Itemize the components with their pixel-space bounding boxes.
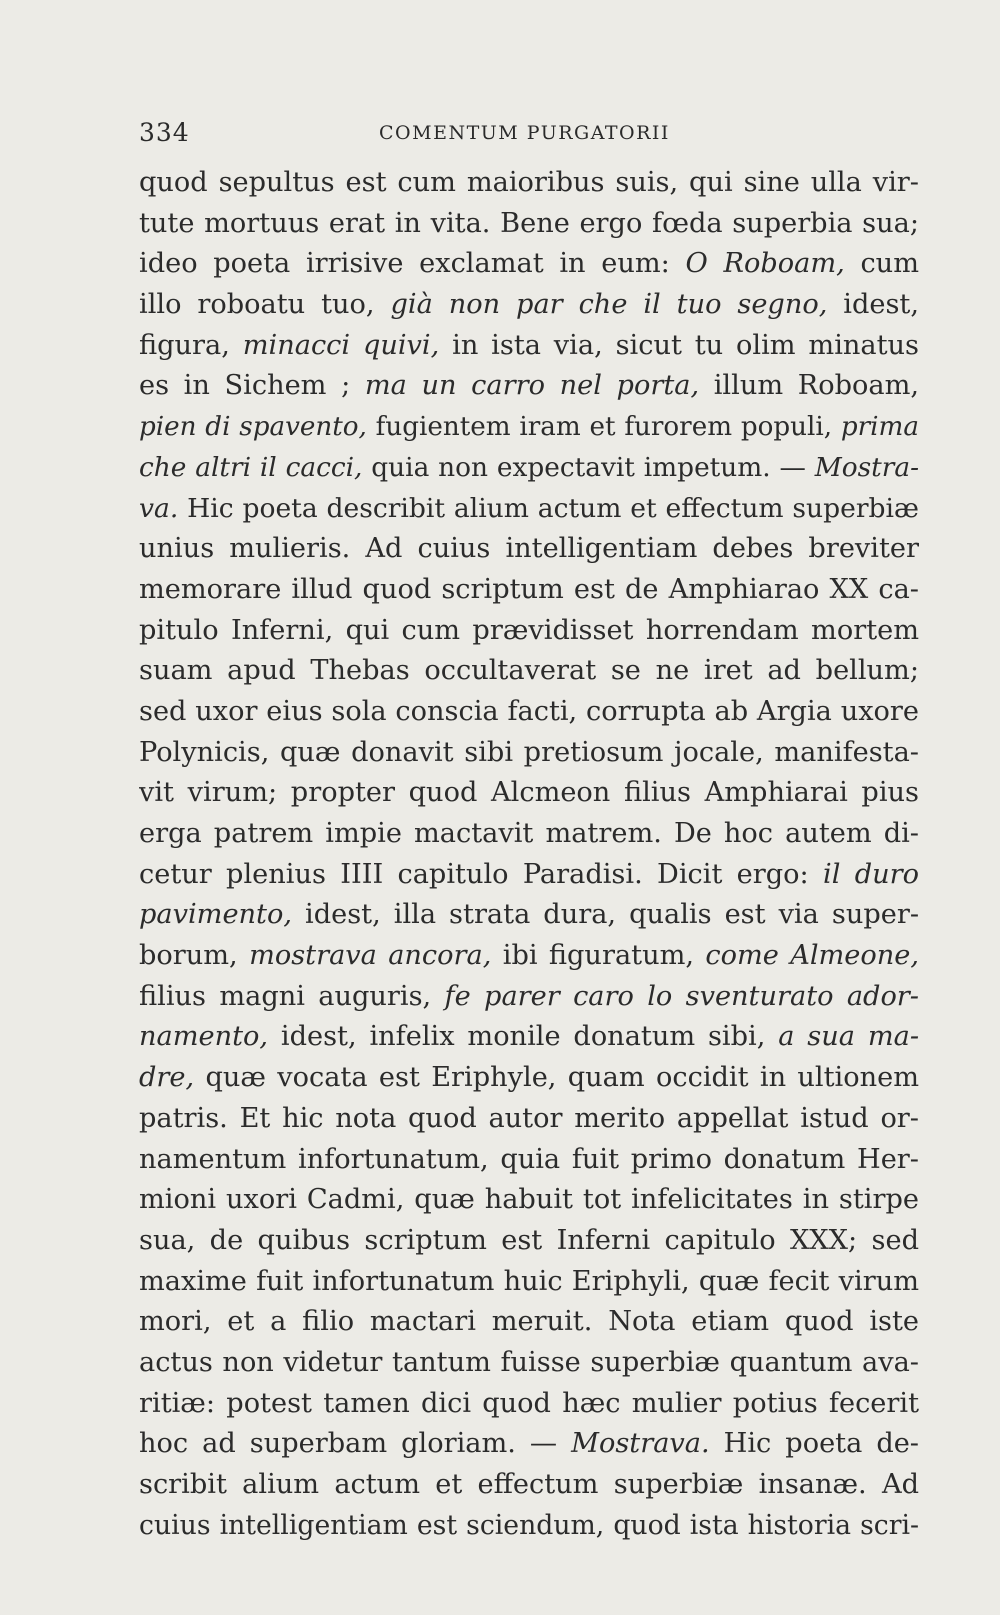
text-line (139, 570, 919, 611)
italic-quote: come Almeone, (705, 940, 919, 972)
text-segment: quod sepultus est cum maioribus suis, qui sine ulla vir- (139, 167, 919, 198)
running-title: COMENTUM PURGATORII (379, 122, 670, 144)
text-segment: Hic poeta describit alium actum et effectum superbiæ (178, 492, 919, 524)
text-line (139, 326, 919, 367)
text-line (139, 692, 919, 733)
text-line (139, 1058, 919, 1099)
text-segment: mori, et a filio mactari meruit. Nota etiam quod iste (139, 1306, 919, 1338)
italic-quote: fe parer caro lo sventurato ador- (444, 980, 919, 1012)
italic-quote: prima (840, 412, 919, 443)
text-segment: mioni uxori Cadmi, quæ habuit tot infelicitates in stirpe (139, 1184, 919, 1216)
italic-quote: a sua ma- (778, 1021, 919, 1053)
text-line (139, 1180, 919, 1221)
italic-quote: già non par che il tuo segno, (390, 289, 828, 321)
italic-quote: minacci quivi, (242, 329, 440, 361)
text-segment: sua, de quibus scriptum est Inferni capitulo XXX; sed (139, 1224, 919, 1256)
text-segment: quæ vocata est Eriphyle, quam occidit in ultionem (194, 1062, 919, 1094)
text-line (139, 529, 919, 570)
text-line (139, 1424, 919, 1465)
text-segment: fugientem iram et furorem populi, (366, 412, 841, 443)
text-segment: borum, (139, 940, 250, 972)
text-segment: patris. Et hic nota quod autor merito appellat istud or- (139, 1102, 919, 1134)
italic-quote: mostrava ancora, (249, 940, 492, 972)
text-line (139, 977, 919, 1018)
italic-quote: va. (139, 492, 179, 524)
text-line (139, 163, 919, 204)
text-segment: quia non expectavit impetum. — (362, 452, 815, 483)
text-segment: erga patrem impie mactavit matrem. De hoc autem di- (139, 818, 919, 849)
text-segment: cum (844, 248, 919, 280)
text-segment: sed uxor eius sola conscia facti, corrupta ab Argia uxore (139, 695, 919, 727)
text-line (139, 936, 919, 977)
text-segment: unius mulieris. Ad cuius intelligentiam debes breviter (139, 533, 919, 565)
text-segment: idest, (827, 289, 919, 321)
text-segment: idest, illa strata dura, qualis est via super- (291, 899, 919, 931)
text-segment: memorare illud quod scriptum est de Amphiarao XX ca- (139, 573, 919, 605)
italic-quote: pavimento, (139, 899, 292, 931)
body-text (139, 163, 919, 1546)
text-line (139, 651, 919, 692)
text-segment: filius magni auguris, (139, 980, 445, 1012)
text-line (139, 1384, 919, 1425)
text-line (139, 1302, 919, 1343)
text-line (139, 1465, 919, 1506)
text-line (139, 1099, 919, 1140)
text-line (139, 895, 919, 936)
text-line (139, 773, 919, 814)
text-line (139, 366, 919, 407)
text-segment: pitulo Inferni, qui cum prævidisset horrendam mortem (139, 614, 919, 646)
text-line (139, 1343, 919, 1384)
text-line (139, 407, 919, 448)
text-line (139, 1017, 919, 1058)
text-segment: hoc ad superbam gloriam. — (139, 1428, 572, 1460)
italic-quote: dre, (139, 1062, 195, 1094)
text-line (139, 285, 919, 326)
text-line (139, 1221, 919, 1262)
text-segment: Polynicis, quæ donavit sibi pretiosum jocale, manifesta- (139, 736, 919, 768)
text-segment: idest, infelix monile donatum sibi, (268, 1021, 779, 1053)
text-segment: illo roboatu tuo, (139, 289, 391, 321)
text-segment: tute mortuus erat in vita. Bene ergo fœda superbia sua; (139, 207, 919, 239)
text-line (139, 1262, 919, 1303)
text-line (139, 448, 919, 489)
text-segment: maxime fuit infortunatum huic Eriphyli, quæ fecit virum (139, 1265, 919, 1297)
text-line (139, 244, 919, 285)
text-segment: cuius intelligentiam est sciendum, quod ista historia scri- (139, 1509, 919, 1541)
text-line (139, 1506, 919, 1547)
text-segment: ideo poeta irrisive exclamat in eum: (139, 248, 686, 280)
text-segment: ibi figuratum, (491, 940, 706, 972)
text-segment: illum Roboam, (699, 370, 919, 402)
text-segment: cetur plenius IIII capitulo Paradisi. Dicit ergo: (139, 858, 824, 890)
page-header (139, 118, 919, 154)
text-line (139, 489, 919, 530)
text-line (139, 1140, 919, 1181)
text-segment: es in Sichem ; (139, 370, 365, 402)
italic-quote: namento, (139, 1021, 269, 1053)
text-segment: actus non videtur tantum fuisse superbiæ quantum ava- (139, 1346, 919, 1378)
text-line (139, 855, 919, 896)
italic-quote: Mostra- (814, 452, 919, 483)
text-segment: vit virum; propter quod Alcmeon filius Amphiarai pius (139, 777, 919, 809)
text-segment: Hic poeta de- (709, 1428, 919, 1460)
italic-quote: Mostrava. (571, 1428, 710, 1460)
text-segment: namentum infortunatum, quia fuit primo donatum Her- (139, 1143, 919, 1175)
italic-quote: O Roboam, (685, 248, 845, 280)
italic-quote: ma un carro nel porta, (364, 370, 700, 402)
text-segment: in ista via, sicut tu olim minatus (439, 329, 919, 361)
text-segment: ritiæ: potest tamen dici quod hæc mulier potius fecerit (139, 1387, 919, 1419)
text-line (139, 733, 919, 774)
italic-quote: il duro (823, 858, 919, 890)
italic-quote: pien di spavento, (139, 412, 367, 443)
text-line (139, 611, 919, 652)
text-segment: suam apud Thebas occultaverat se ne iret ad bellum; (139, 655, 919, 687)
text-line (139, 204, 919, 245)
italic-quote: che altri il cacci, (139, 452, 363, 483)
text-line (139, 814, 919, 855)
text-segment: scribit alium actum et effectum superbiæ insanæ. Ad (139, 1469, 919, 1500)
page-number: 334 (139, 118, 190, 147)
text-segment: figura, (139, 329, 243, 361)
